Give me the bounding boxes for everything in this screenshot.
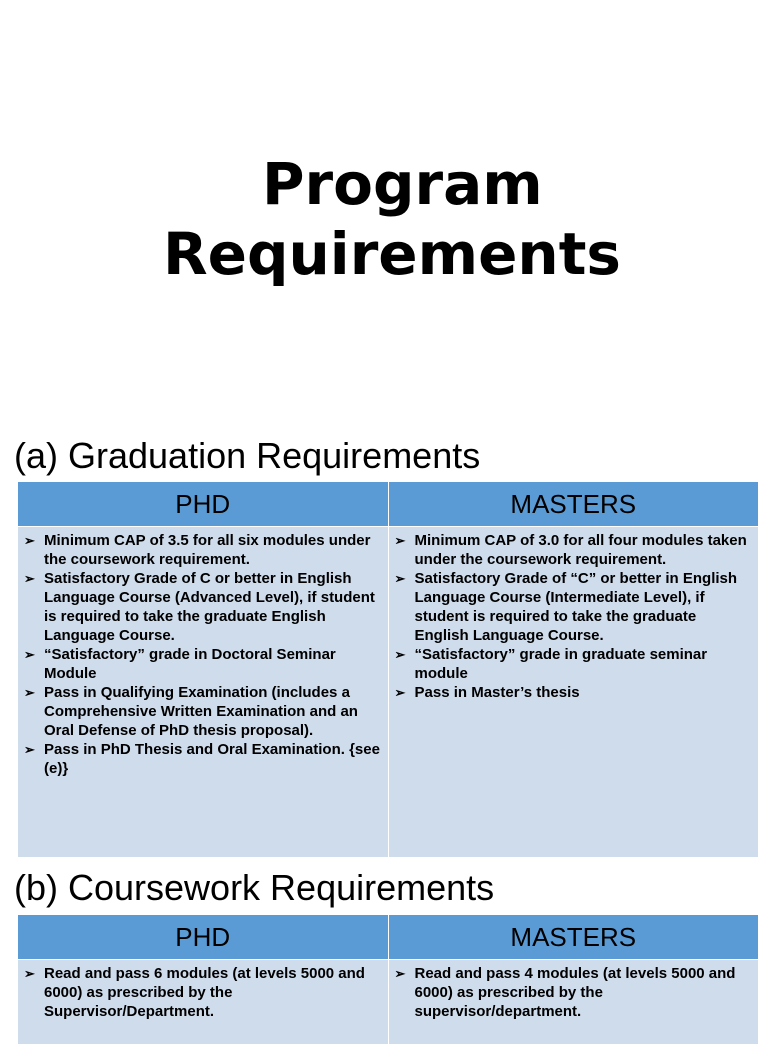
arrow-bullet-icon: ➢	[394, 685, 406, 700]
list-item: ➢ Satisfactory Grade of C or better in English Language Course (Advanced Level), if student is required to take the graduate English Language Course.	[24, 570, 375, 644]
arrow-bullet-icon: ➢	[24, 647, 35, 662]
list-item: ➢ Read and pass 6 modules (at levels 5000 and 6000) as prescribed by the Supervisor/Department.	[24, 965, 365, 1020]
arrow-bullet-icon: ➢	[24, 685, 35, 700]
graduation-phd-header: PHD	[18, 482, 389, 527]
coursework-phd-cell	[18, 960, 389, 1045]
coursework-masters-header: MASTERS	[388, 915, 759, 960]
graduation-table	[17, 481, 759, 858]
arrow-bullet-icon: ➢	[394, 571, 406, 586]
list-item: ➢ Minimum CAP of 3.0 for all four modules taken under the coursework requirement.	[394, 532, 747, 568]
list-item: ➢ Pass in PhD Thesis and Oral Examination. {see (e)}	[24, 741, 380, 777]
list-item: ➢ “Satisfactory” grade in graduate seminar module	[394, 646, 708, 682]
coursework-heading: (b) Coursework Requirements	[14, 867, 495, 908]
graduation-phd-cell	[18, 527, 389, 858]
arrow-bullet-icon: ➢	[394, 533, 406, 548]
list-item: ➢ Satisfactory Grade of “C” or better in English Language Course (Intermediate Level), if student is required to take the graduate English Language Course.	[394, 570, 738, 644]
graduation-masters-header: MASTERS	[388, 482, 759, 527]
list-item: ➢ Read and pass 4 modules (at levels 5000 and 6000) as prescribed by the supervisor/department.	[394, 965, 736, 1020]
list-item: ➢ Pass in Master’s thesis	[394, 684, 580, 701]
arrow-bullet-icon: ➢	[24, 742, 35, 757]
arrow-bullet-icon: ➢	[394, 966, 406, 981]
list-item: ➢ Pass in Qualifying Examination (includes a Comprehensive Written Examination and an Oral Defense of PhD thesis proposal).	[24, 684, 358, 739]
arrow-bullet-icon: ➢	[24, 571, 35, 586]
arrow-bullet-icon: ➢	[24, 966, 35, 981]
page-title-line-2: Requirements	[163, 220, 621, 288]
list-item: ➢ Minimum CAP of 3.5 for all six modules under the coursework requirement.	[24, 532, 371, 568]
page-title-line-1: Program	[262, 150, 543, 218]
coursework-masters-cell	[388, 960, 759, 1045]
coursework-phd-header: PHD	[18, 915, 389, 960]
arrow-bullet-icon: ➢	[24, 533, 35, 548]
arrow-bullet-icon: ➢	[394, 647, 406, 662]
graduation-masters-cell	[388, 527, 759, 858]
list-item: ➢ “Satisfactory” grade in Doctoral Seminar Module	[24, 646, 336, 682]
coursework-table	[17, 914, 759, 1045]
graduation-heading: (a) Graduation Requirements	[14, 435, 481, 476]
